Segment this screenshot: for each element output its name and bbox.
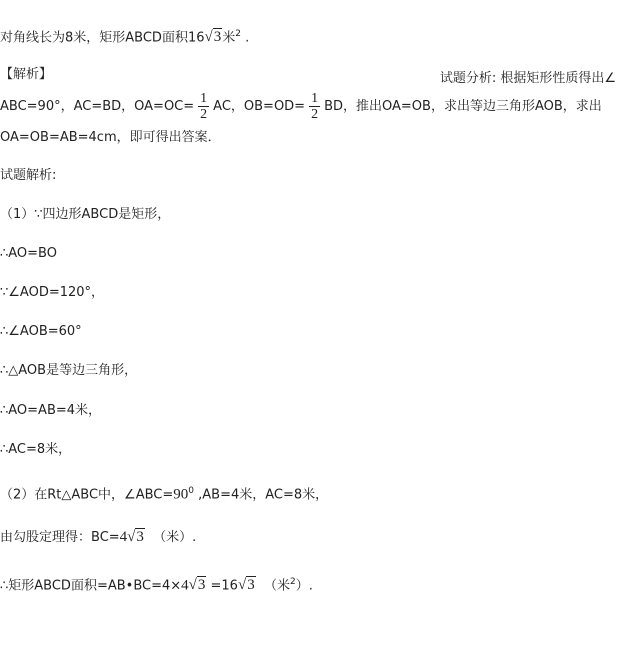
sqrt-expression: √3 xyxy=(204,29,222,46)
fraction-half: $\frac{1}{2}$ xyxy=(311,91,319,122)
area-line xyxy=(0,574,313,594)
solution-step: （1）∵四边形ABCD是矩形， xyxy=(0,207,171,222)
unit-open: （米 xyxy=(263,578,290,594)
analysis-line-conclusion: OA=OB=AB=4cm，即可得出答案． xyxy=(0,130,221,145)
answer-end: . xyxy=(240,30,250,46)
solution-step: ∴AC=8米， xyxy=(0,442,72,457)
area-result: =16 xyxy=(210,578,238,594)
solution-step: ∵∠AOD=120°， xyxy=(0,285,105,300)
analysis-text-3: BD，推出OA=OB，求出等边三角形AOB，求出 xyxy=(324,99,602,114)
solution-heading: 试题解析: xyxy=(0,168,57,183)
pythagoras-text: 由勾股定理得：BC= xyxy=(0,530,120,545)
solution-step: ∴AO=BO xyxy=(0,246,57,261)
analysis-line-fractions xyxy=(0,90,602,124)
solution-step: ∴AO=AB=4米， xyxy=(0,403,102,418)
area-text: ∴矩形ABCD面积=AB•BC=4× xyxy=(0,578,182,594)
unit-exponent: 2 xyxy=(235,29,241,39)
unit-close: ）. xyxy=(295,578,313,594)
sqrt-expression: √3 xyxy=(237,577,255,594)
solution-step: ∴△AOB是等边三角形， xyxy=(0,363,138,378)
answer-line xyxy=(0,26,249,46)
sqrt-expression: √3 xyxy=(188,577,206,594)
unit-text: 米 xyxy=(222,30,236,46)
part-two-line xyxy=(0,483,328,503)
analysis-intro: 试题分析: 根据矩形性质得出∠ xyxy=(439,71,616,86)
coefficient: 4 xyxy=(181,577,189,594)
unit-exponent: 2 xyxy=(289,577,296,587)
solution-step: ∴∠AOB=60° xyxy=(0,324,82,339)
pythagoras-line xyxy=(0,529,196,546)
angle-value: 90 xyxy=(173,486,189,503)
part-two-rest: ,AB=4米，AC=8米， xyxy=(194,487,329,503)
coefficient: 4 xyxy=(119,529,128,545)
sqrt-expression: √3 xyxy=(127,529,144,545)
analysis-text-1: ABC=90°，AC=BD，OA=OC= xyxy=(0,99,195,114)
degree-superscript: 0 xyxy=(188,486,195,496)
unit-text: （米）. xyxy=(153,530,197,545)
fraction-half: $\frac{1}{2}$ xyxy=(200,91,208,122)
part-two-text: （2）在Rt△ABC中，∠ABC= xyxy=(0,487,174,503)
analysis-heading: 【解析】 xyxy=(0,67,53,82)
analysis-text-2: AC，OB=OD= xyxy=(213,99,306,114)
answer-text: 对角线长为8米，矩形ABCD面积16 xyxy=(0,30,205,46)
